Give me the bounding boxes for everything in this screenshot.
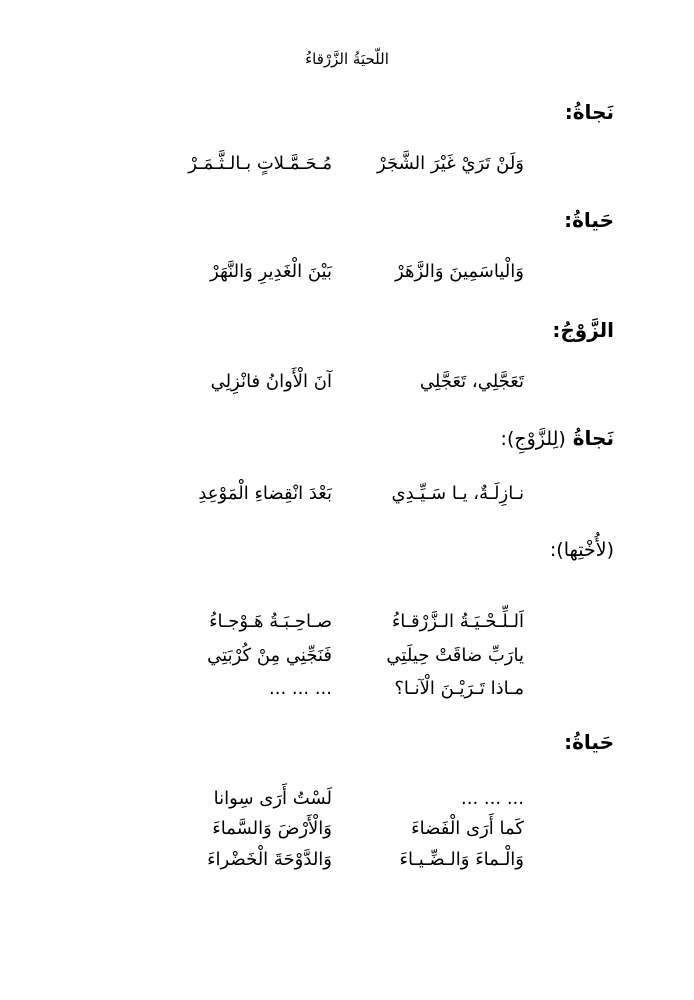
verse-hemistich-1: وَالْـماءَ وَالـضِّـيـاءَ xyxy=(399,849,524,870)
verse-line xyxy=(0,675,694,703)
verse-hemistich-2: مُـحَـمَّـلاتٍ بـالـثَّـمَـرْ xyxy=(188,153,332,174)
verse-hemistich-2: بَعْدَ انْقِضاءِ الْمَوْعِدِ xyxy=(198,483,332,504)
verse-hemistich-1: وَالْياسَمِينَ وَالزَّهَرْ xyxy=(395,261,524,282)
speaker-label: حَياةُ: xyxy=(564,730,614,754)
verse-hemistich-2: فَنَجِّنِي مِنْ كُرْبَتِي xyxy=(207,645,332,666)
speaker-name: نَجاةُ xyxy=(572,426,614,450)
verse-line xyxy=(0,608,694,636)
verse-line xyxy=(0,258,694,286)
verse-hemistich-2: ... ... ... xyxy=(269,678,332,699)
verse-line xyxy=(0,785,694,813)
verse-line xyxy=(0,480,694,508)
verse-hemistich-2: لَسْتُ أَرَى سِوانا xyxy=(213,788,332,809)
verse-hemistich-1: مـاذا تَـرَيْـنَ الْآنـا؟ xyxy=(394,678,524,699)
verse-hemistich-1: كَما أَرَى الْفَضاءَ xyxy=(411,818,524,839)
verse-line xyxy=(0,368,694,396)
verse-line xyxy=(0,150,694,178)
verse-hemistich-2: وَالْأَرْضَ وَالسَّماءَ xyxy=(212,818,332,839)
stage-direction: (لِلزَّوْجِ): xyxy=(500,428,566,450)
verse-line xyxy=(0,846,694,874)
page-title: اللّحيَةُ الزَّرْقاءُ xyxy=(305,50,389,68)
verse-hemistich-2: آنَ الْأَوانُ فانْزِلِي xyxy=(210,371,332,392)
verse-hemistich-2: بَيْنَ الْغَدِيرِ وَالنَّهَرْ xyxy=(210,261,332,282)
verse-hemistich-1: يارَبِّ ضاقَتْ حِيلَتِي xyxy=(386,645,524,666)
verse-line xyxy=(0,642,694,670)
verse-hemistich-1: تَعَجَّلِي، تَعَجَّلِي xyxy=(419,371,524,392)
verse-line xyxy=(0,815,694,843)
speaker-label: حَياةُ: xyxy=(564,208,614,232)
speaker-label: الزَّوْجُ: xyxy=(552,318,614,342)
verse-hemistich-1: وَلَنْ تَرَيْ غَيْرَ الشَّجَرْ xyxy=(377,153,524,174)
verse-hemistich-1: نـازِلَـةٌ، يـا سَـيِّـدِي xyxy=(391,483,524,504)
speaker-label xyxy=(501,424,614,453)
verse-hemistich-1: ... ... ... xyxy=(461,788,524,809)
verse-hemistich-2: وَالدَّوْحَةَ الْخَضْراءَ xyxy=(207,849,332,870)
verse-hemistich-2: صـاحِـبَـةُ هَـوْجـاءُ xyxy=(209,611,332,632)
stage-direction: (لأُخْتِها): xyxy=(549,539,614,561)
speaker-label: نَجاةُ: xyxy=(564,100,614,124)
verse-hemistich-1: اَلـلِّـحْـيَـةُ الـزَّرْقـاءُ xyxy=(391,611,524,632)
